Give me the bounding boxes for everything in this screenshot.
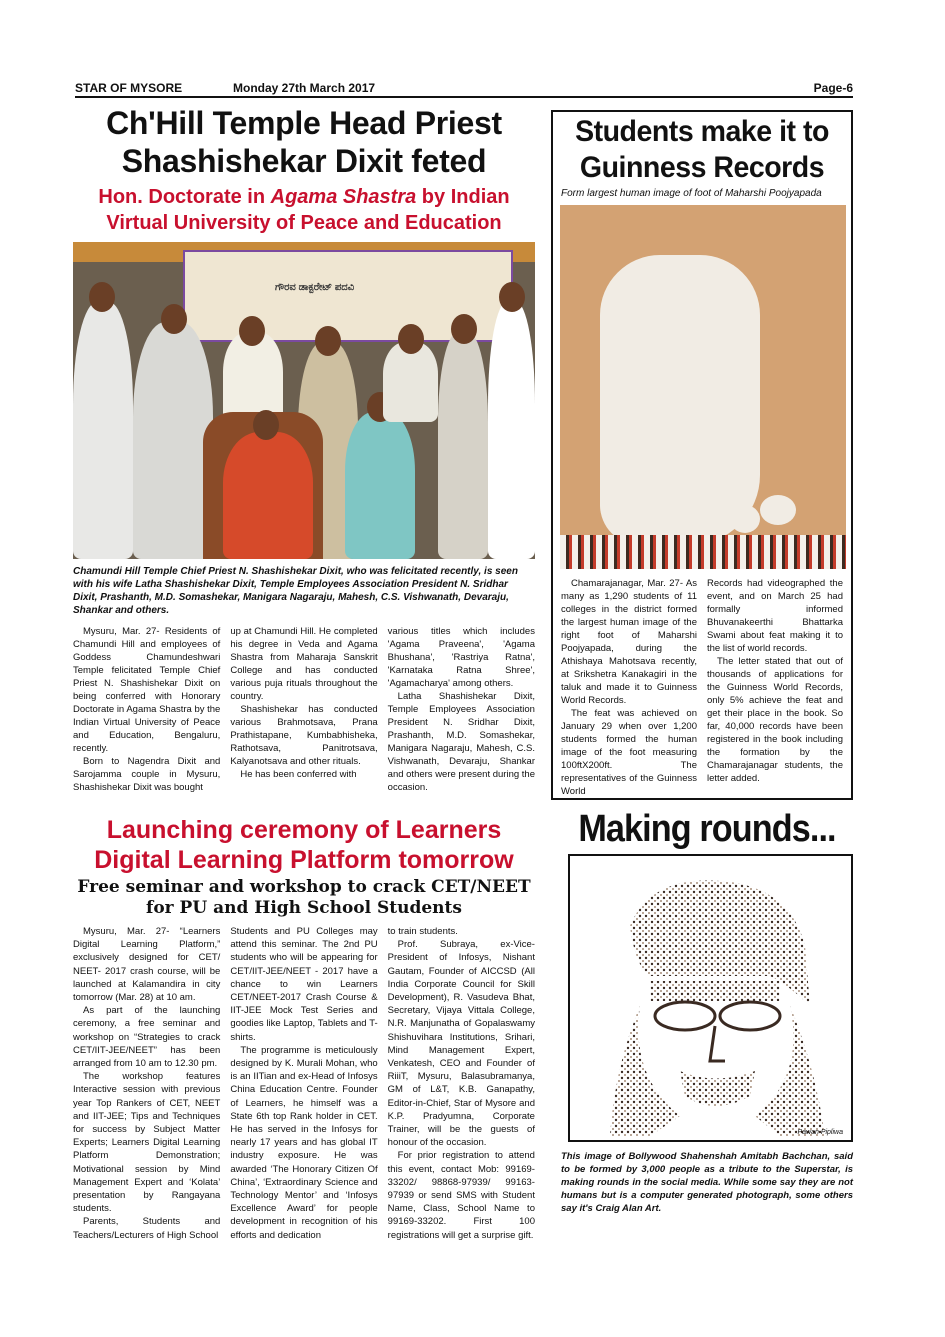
story2-subheadline (73, 877, 535, 919)
paragraph: Latha Shashishekar Dixit, Temple Employees Association President N. Sridhar Dixit, Prashanth, M.D. Somashekar, Manigara Nagaraju, Mahesh, C.S. Vishwanath, Devaraju, Shankar and others were present during the occasion. (387, 691, 535, 793)
story2-column-2 (230, 925, 377, 1242)
guinness-body (561, 577, 843, 798)
temple-priest-story (73, 104, 535, 794)
paragraph: Students and PU Colleges may attend this seminar. The 2nd PU students who will be appearing for CET/IIT-JEE/NEET - 2017 have a chance to win Learners CET/NEET-2017 Crash Course & IIT-JEE Mock Test Series and goodies like Laptop, Tablets and T-shirts. (230, 926, 378, 1043)
guinness-subheadline: Form largest human image of foot of Maharshi Poojyapada (561, 188, 822, 199)
page-number: Page-6 (813, 81, 853, 95)
story1-subheadline-line1 (73, 184, 535, 210)
paragraph: The feat was achieved on January 29 when over 1,200 students formed the human image of the foot measuring 100ftX200ft. The representatives of the Guinness World (561, 708, 697, 797)
issue-date: Monday 27th March 2017 (233, 81, 376, 95)
story2-headline (73, 815, 535, 875)
paragraph: He has been conferred with (240, 769, 357, 780)
foot-toe (670, 513, 696, 537)
subhead-part-a: Hon. Doctorate in (98, 186, 271, 208)
mosaic-caption: This image of Bollywood Shahenshah Amitabh Bachchan, said to be formed by 3,000 people as a tribute to the Superstar, is making rounds in the social media. While some say they are not humans but is a computer generated photograph, some others say it's Craig Alan Art. (561, 1151, 853, 1214)
story2-subheadline-line2: for PU and High School Students (146, 898, 462, 918)
photo-head (89, 282, 115, 312)
learners-platform-story (73, 815, 535, 1242)
story2-body (73, 925, 535, 1242)
paragraph: Chamarajanagar, Mar. 27- As many as 1,290 students of 11 colleges in the district formed the largest human image of the right foot of Maharshi Poojyapada, during the Athishaya Mahotsava recently, at Srikshetra Kanakagiri in the taluk and made it to Guinness World Records. (561, 578, 697, 706)
photo-person (133, 322, 213, 559)
story1-subheadline (73, 184, 535, 236)
making-rounds-headline: Making rounds... (578, 808, 836, 850)
photo-person (488, 302, 535, 559)
guinness-headline (560, 114, 843, 186)
subhead-part-b: Agama Shastra (270, 186, 417, 208)
story1-column-3 (388, 625, 535, 794)
story1-column-1 (73, 625, 220, 794)
foot-toe (730, 505, 760, 533)
photo-head (239, 316, 265, 346)
paragraph: Born to Nagendra Dixit and Sarojamma couple in Mysuru, Shashishekar Dixit was bought (73, 756, 221, 793)
paragraph: For prior registration to attend this event, contact Mob: 99169-33202/ 98868-97939/ 99163-97939 or send SMS with Student Name, Class, School Name to 99169-33202. First 100 registrations will get a surprise gift. (387, 1150, 535, 1241)
photo-seated-priest (223, 432, 313, 559)
crowd-portrait-image (590, 866, 835, 1136)
photo-person (73, 302, 133, 559)
guinness-headline-line2: Guinness Records (579, 151, 825, 184)
photo-caption: Chamundi Hill Temple Chief Priest N. Shashishekar Dixit, who was felicitated recently, is seen with his wife Latha Shashishekar Dixit, Temple Employees Association President N. Sridhar Dixit, Prashanth, M.D. Somashekar, Manigara Nagaraju, Mahesh, C.S. Vishwanath, Devaraju, Shankar and others. (73, 566, 518, 616)
paragraph: Shashishekar has conducted various Brahmotsava, Prana Prathistapane, Kumbabhisheka, Rathotsava, Panitrotsava, Kalyanotsava and other rituals. (230, 704, 378, 767)
human-foot-formation (600, 255, 760, 545)
guinness-story (551, 110, 853, 800)
amitabh-mosaic-photo (568, 854, 853, 1142)
paragraph: Records had videographed the event, and on March 25 had formally informed Bhuvanakeerthi Bhattarka Swami about feat making it to the list of world records. (707, 578, 843, 654)
story1-body (73, 625, 535, 794)
paragraph: The programme is meticulously designed by K. Murali Mohan, who is an IITian and ex-Head of Infosys China Education Centre. Founder of Learners, he himself was a State 6th top Rank holder in CET. He has served in the Infosys for nearly 17 years and has global IT industry exposure. He was awarded ‘The Honorary Citizen Of China’, ‘Extraordinary Science and Technology Mentor’ and ‘Infosys Excellence Award’ for people development in recognition of his efforts and dedication (230, 1044, 378, 1241)
paragraph: Mysuru, Mar. 27- Residents of Chamundi Hill and employees of Goddess Chamundeshwari Temple felicitated Temple Chief Priest N. Shashishekar Dixit on being conferred with Honorary Doctorate in Agama Shastra by the Indian Virtual University of Peace and Education, Bengaluru, recently. (73, 626, 221, 754)
story2-headline-line2: Digital Learning Platform tomorrow (94, 846, 514, 874)
photo-credit: Pawan Pipliwa (797, 1129, 843, 1136)
paragraph: Prof. Subraya, ex-Vice-President of Infosys, Nishant Gautam, Founder of AICCSD (All India Corporate Council for Skill Development), R. Vasudeva Bhat, Secretary, Vijaya Vittala College, N.R. Manjunatha of Gopalaswamy Shishuvihara Institutions, Srihari, Mind Management Expert, Venkatesh, CEO and Founder of RiiiT, Mysuru, Balasubramanya, GM of L&T, K.B. Ganapathy, Editor-in-Chief, Star of Mysore and K.P. Pradyumna, Corporate Trainer, will be the guests of honour of the occasion. (387, 939, 535, 1149)
story1-headline (73, 104, 535, 180)
banner-text: ಗೌರವ ಡಾಕ್ಟರೇಟ್ ಪದವಿ (275, 282, 355, 293)
subhead-part-c: by Indian (416, 186, 510, 208)
story2-headline-line1: Launching ceremony of Learners (106, 816, 502, 844)
paper-name: STAR OF MYSORE (75, 81, 183, 95)
photo-head (253, 410, 279, 440)
story2-column-3 (388, 925, 535, 1242)
masthead (75, 78, 853, 98)
student-crowd (560, 535, 846, 569)
paragraph: Parents, Students and Teachers/Lecturers of High School (73, 1216, 221, 1241)
guinness-column-2 (707, 577, 843, 798)
story2-column-1 (73, 925, 220, 1242)
paragraph: up at Chamundi Hill. He completed his degree in Veda and Agama Shastra from Maharaja Sanskrit College and has conducted various puja rituals throughout the country. (230, 626, 378, 702)
photo-head (315, 326, 341, 356)
paragraph: to train students. (387, 926, 458, 937)
paragraph: The workshop features Interactive session with previous year Top Rankers of CET, NEET and IIT-JEE; Tips and Techniques for success by Subject Matter Experts; Learners Digital Learning Platform Demonstration; Motivational session by Mind Management Expert and ‘Kolata’ presentation by Rangayana students. (73, 1071, 221, 1215)
photo-person (438, 332, 488, 559)
photo-head (451, 314, 477, 344)
guinness-headline-line1: Students make it to (575, 115, 829, 148)
photo-head (161, 304, 187, 334)
paragraph: The letter stated that out of thousands of applications for the Guinness World Records, only 5% achieve the feat and get their place in the book. So far, 40,000 records have been registered in the book including the formation by the Chamarajanagar students, the letter added. (707, 656, 843, 784)
photo-head (499, 282, 525, 312)
human-foot-photo (560, 205, 846, 569)
story2-subheadline-line1: Free seminar and workshop to crack CET/NEET (77, 877, 531, 897)
paragraph: various titles which includes 'Agama Praveena', 'Agama Bhushana', 'Rastriya Ratna', 'Karnataka Ratna Shree', 'Agamacharya' among others. (387, 626, 535, 689)
paragraph: As part of the launching ceremony, a free seminar and workshop on “Strategies to crack CET/IIT-JEE/NEET” has been arranged from 10 am to 12.30 pm. (73, 1005, 221, 1070)
guinness-column-1 (561, 577, 697, 798)
story1-headline-line2: Shashishekar Dixit feted (121, 143, 487, 179)
foot-toe (760, 495, 796, 525)
photo-person (383, 342, 438, 422)
foot-toe (700, 510, 728, 536)
paragraph: Mysuru, Mar. 27- “Learners Digital Learning Platform,” exclusively designed for CET/ NEET- 2017 crash course, will be launched at Kalamandira in city tomorrow (Mar. 28) at 10 am. (73, 926, 221, 1004)
photo-head (398, 324, 424, 354)
felicitation-photo (73, 242, 535, 559)
story1-column-2 (230, 625, 377, 794)
story1-headline-line1: Ch'Hill Temple Head Priest (106, 105, 502, 141)
photo-seated-woman (345, 412, 415, 559)
story1-subheadline-line2: Virtual University of Peace and Education (106, 212, 502, 234)
